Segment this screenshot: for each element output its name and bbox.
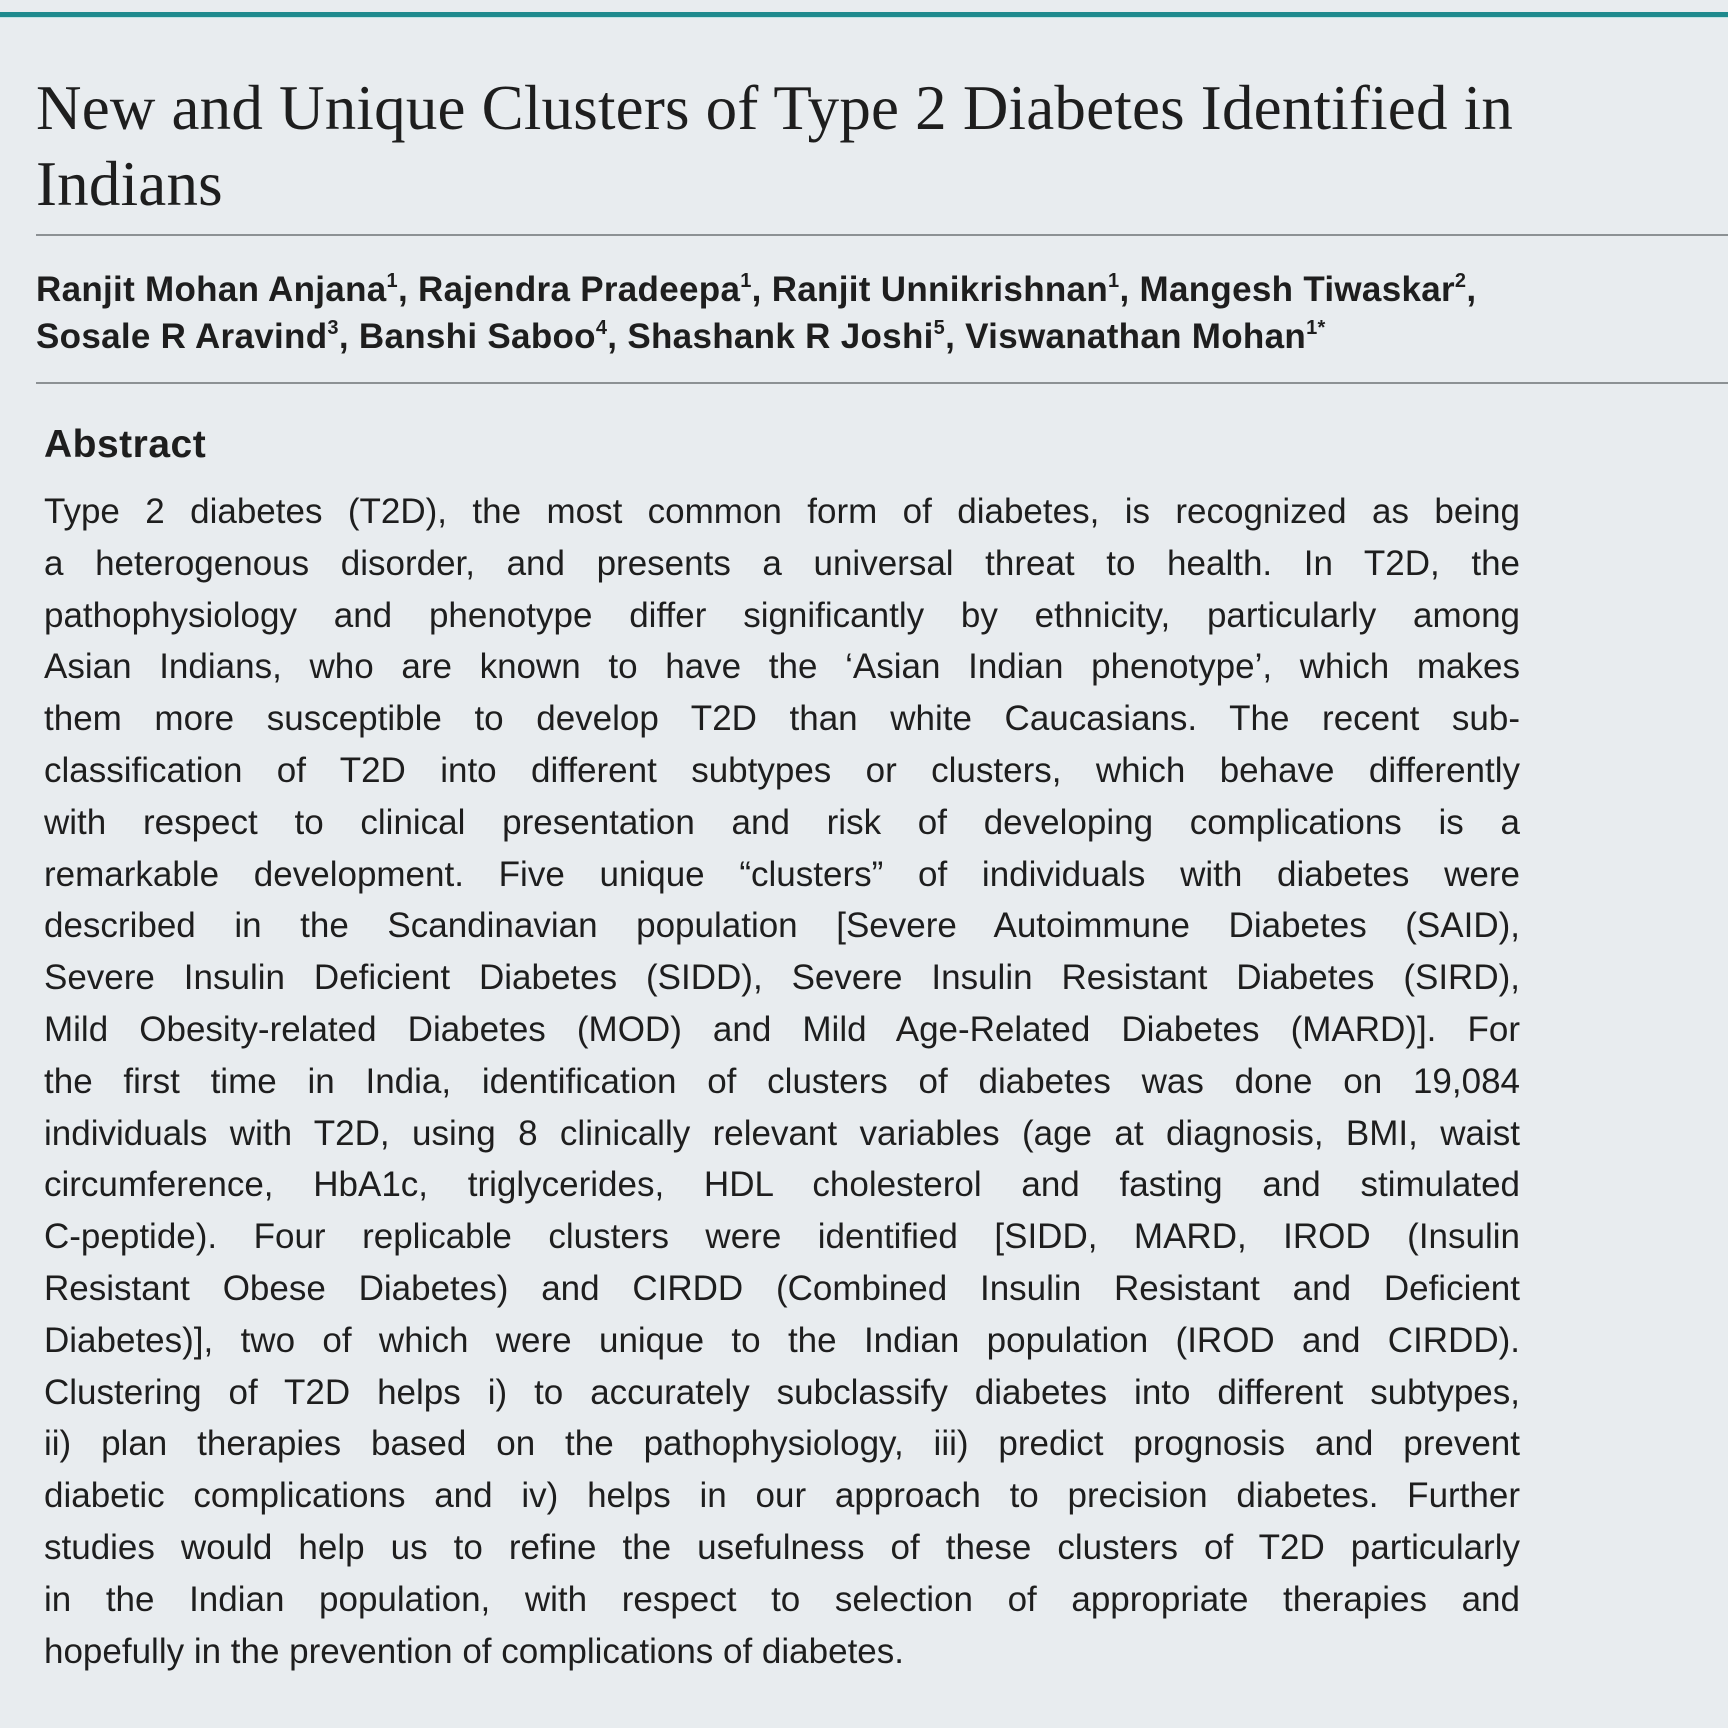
author <box>36 270 418 309</box>
abstract-line: Clustering of T2D helps i) to accurately subclassify diabetes into different subtypes, <box>44 1372 1520 1412</box>
title-divider <box>36 234 1728 236</box>
abstract-line: Diabetes)], two of which were unique to the Indian population (IROD and CIRDD). <box>44 1320 1520 1360</box>
author-separator: , <box>607 317 628 356</box>
author-separator: , <box>751 270 772 309</box>
author-name: Rajendra Pradeepa <box>418 270 741 309</box>
author <box>359 317 627 356</box>
author-affiliation: 1 <box>386 270 398 292</box>
title-line-1: New and Unique Clusters of Type 2 Diabetes Identified in <box>36 73 1514 143</box>
author-affiliation: 1 <box>740 270 752 292</box>
title-line-2: Indians <box>36 149 223 219</box>
author-affiliation: 3 <box>327 317 339 339</box>
abstract-line: them more susceptible to develop T2D than white Caucasians. The recent sub- <box>44 699 1520 739</box>
author <box>965 317 1325 356</box>
author <box>36 317 359 356</box>
author-affiliation: 4 <box>595 317 608 339</box>
abstract-line: Mild Obesity-related Diabetes (MOD) and Mild Age-Related Diabetes (MARD)]. For <box>44 1009 1520 1049</box>
author-name: Ranjit Unnikrishnan <box>771 270 1109 309</box>
author-name: Banshi Saboo <box>358 317 596 356</box>
author-list <box>36 266 1716 360</box>
author-separator: , <box>397 270 419 309</box>
abstract-line: studies would help us to refine the usefulness of these clusters of T2D particularly <box>44 1527 1520 1567</box>
abstract-line: Type 2 diabetes (T2D), the most common form of diabetes, is recognized as being <box>44 492 1520 531</box>
author-separator: , <box>1119 270 1140 309</box>
abstract-line: ii) plan therapies based on the pathophysiology, iii) predict prognosis and prevent <box>44 1424 1520 1464</box>
authors-divider <box>36 382 1728 384</box>
author-name: Mangesh Tiwaskar <box>1139 270 1455 309</box>
author <box>772 270 1140 309</box>
header-accent-rule <box>0 12 1728 18</box>
abstract-line: individuals with T2D, using 8 clinically relevant variables (age at diagnosis, BMI, waist <box>44 1113 1520 1153</box>
abstract-line: remarkable development. Five unique “clusters” of individuals with diabetes were <box>44 854 1520 894</box>
author-name: Sosale R Aravind <box>36 317 328 356</box>
abstract-heading: Abstract <box>44 423 207 466</box>
abstract-line: pathophysiology and phenotype differ significantly by ethnicity, particularly among <box>44 595 1520 635</box>
abstract-line: Resistant Obese Diabetes) and CIRDD (Combined Insulin Resistant and Deficient <box>44 1268 1520 1308</box>
author <box>418 270 772 309</box>
abstract-line: in the Indian population, with respect to selection of appropriate therapies and <box>44 1579 1520 1619</box>
abstract-body <box>44 486 1520 1677</box>
author-name: Shashank R Joshi <box>627 317 934 356</box>
abstract-line: diabetic complications and iv) helps in our approach to precision diabetes. Further <box>44 1476 1520 1516</box>
author-affiliation: 1 <box>1108 270 1120 292</box>
abstract-line: classification of T2D into different subtypes or clusters, which behave differently <box>44 750 1520 790</box>
author-separator: , <box>1466 270 1477 309</box>
abstract-line: Severe Insulin Deficient Diabetes (SIDD), Severe Insulin Resistant Diabetes (SIRD), <box>44 958 1520 998</box>
author-separator: , <box>338 317 359 356</box>
abstract-line: described in the Scandinavian population [Severe Autoimmune Diabetes (SAID), <box>44 906 1520 946</box>
author-separator: , <box>945 317 966 356</box>
author <box>627 317 965 356</box>
author-name: Viswanathan Mohan <box>965 317 1307 356</box>
abstract-line: circumference, HbA1c, triglycerides, HDL cholesterol and fasting and stimulated <box>44 1165 1520 1205</box>
abstract-line: the first time in India, identification of clusters of diabetes was done on 19,084 <box>44 1061 1520 1101</box>
abstract-line: Asian Indians, who are known to have the ‘Asian Indian phenotype’, which makes <box>44 647 1520 687</box>
author <box>1140 270 1477 309</box>
author-affiliation: 5 <box>933 317 946 339</box>
author-affiliation: 2 <box>1454 270 1467 292</box>
abstract-line: C-peptide). Four replicable clusters were identified [SIDD, MARD, IROD (Insulin <box>44 1217 1520 1257</box>
author-affiliation: 1* <box>1306 317 1326 339</box>
abstract-line: with respect to clinical presentation and risk of developing complications is a <box>44 802 1520 842</box>
author-name: Ranjit Mohan Anjana <box>36 270 387 309</box>
abstract-line: a heterogenous disorder, and presents a universal threat to health. In T2D, the <box>44 543 1520 583</box>
article-title <box>36 70 1716 222</box>
abstract-line: hopefully in the prevention of complications of diabetes. <box>44 1631 904 1671</box>
